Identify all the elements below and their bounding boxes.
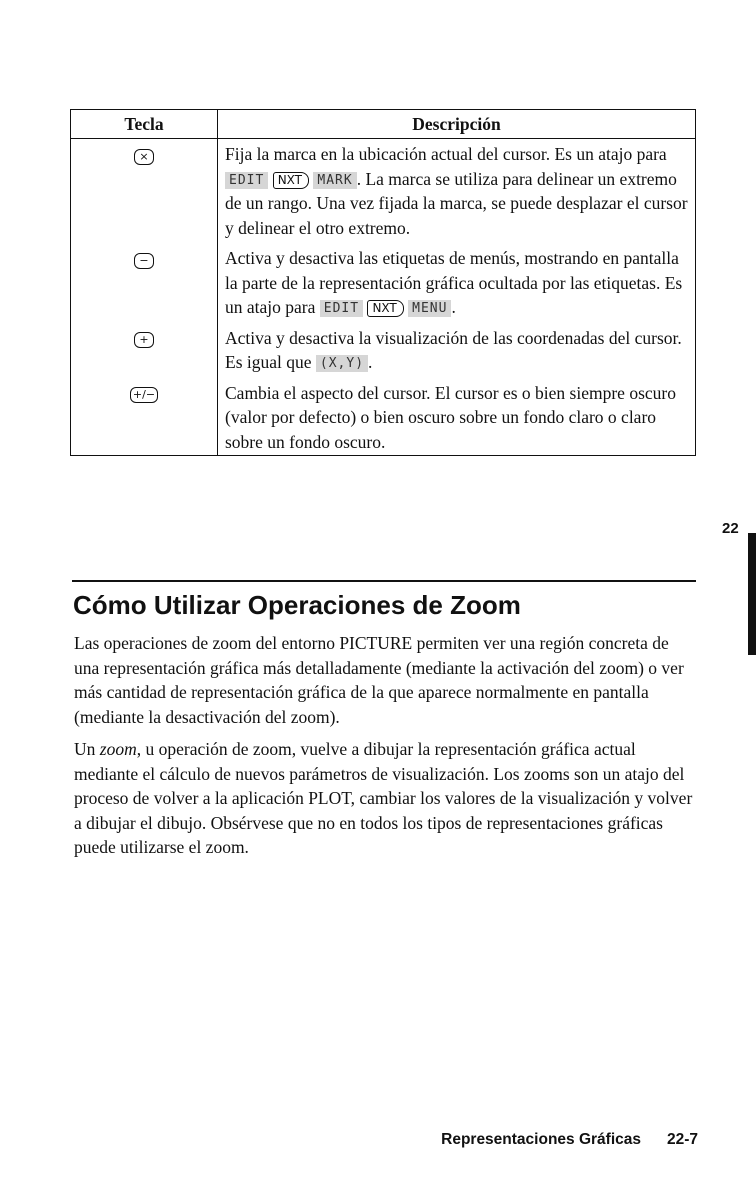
- paragraph-2-rest: , u operación de zoom, vuelve a dibujar la representación gráfica actual mediante el cálculo de nuevos parámetros de visualización. Los zooms son un atajo del proceso de volver a la aplicación PLOT, cambiar los valores de la visualización y volver a dibujar el dibujo. Obsérvese que no en todos los tipos de representaciones gráficas puede utilizarse el zoom.: [74, 739, 693, 858]
- footer-chapter-title: Representaciones Gráficas: [441, 1131, 641, 1148]
- description-cell: [218, 243, 696, 323]
- menu-key-mark: MARK: [313, 172, 356, 189]
- header-description: Descripción: [218, 110, 696, 139]
- description-text: Fija la marca en la ubicación actual del cursor. Es un atajo para: [225, 144, 667, 164]
- description-cell: [218, 323, 696, 378]
- menu-key-edit: EDIT: [225, 172, 268, 189]
- section-title: Cómo Utilizar Operaciones de Zoom: [73, 590, 521, 620]
- description-text: Activa y desactiva la visualización de las coordenadas del cursor. Es igual que: [225, 327, 682, 372]
- footer-page-number: 22-7: [666, 1131, 698, 1148]
- description-cell: [218, 139, 696, 244]
- menu-key-xy: (X,Y): [316, 355, 368, 372]
- term-zoom: zoom: [99, 739, 137, 759]
- table-row: [71, 139, 696, 244]
- paragraph-2-start: Un: [74, 739, 100, 759]
- menu-key-menu: MENU: [408, 300, 451, 317]
- plus-key-icon: +: [134, 332, 154, 348]
- key-cell: [71, 139, 218, 244]
- description-text: Activa y desactiva las etiquetas de menús, mostrando en pantalla la parte de la representación gráfica ocultada por las etiquetas. Es un atajo para: [225, 248, 683, 317]
- description-cell: [218, 378, 696, 456]
- key-table: [70, 109, 696, 456]
- section-rule: [72, 580, 696, 582]
- nxt-key: NXT: [273, 172, 309, 189]
- table-row: [71, 378, 696, 456]
- table-row: [71, 243, 696, 323]
- menu-key-edit: EDIT: [320, 300, 363, 317]
- multiply-key-icon: ×: [134, 149, 154, 165]
- table-header-row: [71, 110, 696, 139]
- paragraph-1: Las operaciones de zoom del entorno PICTURE permiten ver una región concreta de una representación gráfica más detalladamente (mediante la activación del zoom) o ver más cantidad de representación gráfica de la que aparece normalmente en pantalla (mediante la desactivación del zoom).: [74, 633, 684, 727]
- table-row: [71, 323, 696, 378]
- description-text: . La marca se utiliza para delinear un extremo de un rango. Una vez fijada la marca, se puede desplazar el cursor y delinear el otro extremo.: [225, 168, 688, 238]
- key-cell: [71, 323, 218, 378]
- key-cell: [71, 378, 218, 456]
- chapter-tab-number: 22: [722, 520, 739, 537]
- plus-minus-key-icon: +/−: [130, 387, 158, 403]
- nxt-key: NXT: [367, 300, 403, 317]
- key-cell: [71, 243, 218, 323]
- paragraph-2: [74, 737, 694, 860]
- description-text: .: [451, 297, 456, 317]
- chapter-tab-bar: [748, 533, 756, 655]
- description-text: .: [368, 352, 373, 372]
- description-text: Cambia el aspecto del cursor. El cursor es o bien siempre oscuro (valor por defecto) o bien oscuro sobre un fondo claro o claro sobre un fondo oscuro.: [225, 382, 676, 452]
- minus-key-icon: −: [134, 253, 154, 269]
- header-key: Tecla: [71, 110, 218, 139]
